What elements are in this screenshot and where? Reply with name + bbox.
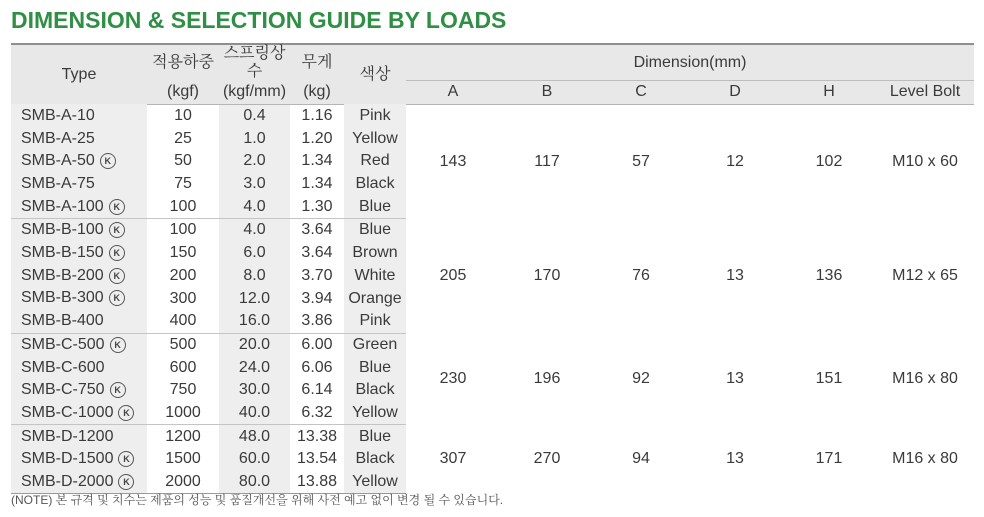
cell-type bbox=[11, 310, 147, 333]
ks-cert-icon: K bbox=[110, 337, 126, 353]
header-d: D bbox=[688, 80, 782, 104]
type-label: SMB-A-10 bbox=[21, 106, 95, 124]
cell-color: Pink bbox=[344, 310, 406, 333]
ks-cert-icon: K bbox=[109, 290, 125, 306]
cell-weight: 1.16 bbox=[301, 107, 333, 125]
cell-dim-a: 307 bbox=[439, 450, 467, 468]
cell-load: 2000 bbox=[147, 471, 219, 494]
cell-weight: 3.64 bbox=[301, 221, 333, 239]
cell-spring: 16.0 bbox=[219, 310, 290, 333]
cell-load: 600 bbox=[169, 358, 197, 376]
cell-load: 750 bbox=[169, 381, 197, 399]
type-label: SMB-D-1200 bbox=[21, 427, 114, 445]
cell-level-bolt: M16 x 80 bbox=[892, 369, 958, 387]
cell-load: 500 bbox=[169, 335, 197, 353]
cell-dim-b: 196 bbox=[533, 369, 561, 387]
ks-cert-icon: K bbox=[109, 245, 125, 261]
cell-weight: 1.30 bbox=[290, 195, 344, 218]
cell-weight: 1.34 bbox=[301, 175, 333, 193]
cell-type bbox=[11, 448, 147, 471]
type-label: SMB-B-150 bbox=[21, 244, 104, 262]
cell-weight: 6.32 bbox=[290, 402, 344, 425]
cell-dim-h: 171 bbox=[815, 450, 843, 468]
cell-type bbox=[11, 425, 147, 448]
cell-dim-c: 57 bbox=[632, 152, 650, 170]
cell-spring: 6.0 bbox=[219, 242, 290, 265]
cell-dim-c: 76 bbox=[632, 266, 650, 284]
cell-spring: 2.0 bbox=[219, 150, 290, 173]
cell-spring: 8.0 bbox=[219, 265, 290, 288]
cell-dim-a: 143 bbox=[439, 152, 467, 170]
table-row bbox=[11, 219, 974, 242]
cell-spring: 24.0 bbox=[219, 356, 290, 379]
cell-type bbox=[11, 219, 147, 242]
header-type: Type bbox=[11, 44, 147, 104]
cell-spring: 40.0 bbox=[219, 402, 290, 425]
cell-level-bolt: M12 x 65 bbox=[892, 266, 958, 284]
type-label: SMB-B-200 bbox=[21, 266, 104, 284]
ks-cert-icon: K bbox=[109, 268, 125, 284]
cell-color: Pink bbox=[344, 104, 406, 127]
cell-load: 200 bbox=[169, 266, 197, 284]
cell-color: Blue bbox=[344, 219, 406, 242]
table-row bbox=[11, 333, 974, 356]
cell-load: 10 bbox=[174, 107, 192, 125]
cell-weight: 3.86 bbox=[290, 310, 344, 333]
cell-spring: 48.0 bbox=[219, 425, 290, 448]
ks-cert-icon: K bbox=[109, 199, 125, 215]
cell-weight: 13.54 bbox=[296, 450, 338, 468]
type-label: SMB-A-25 bbox=[21, 129, 95, 147]
cell-load: 150 bbox=[169, 244, 197, 262]
header-h: H bbox=[782, 80, 876, 104]
cell-color: Black bbox=[344, 379, 406, 402]
cell-color: White bbox=[344, 265, 406, 288]
header-level-bolt: Level Bolt bbox=[876, 80, 974, 104]
cell-weight: 6.06 bbox=[301, 358, 333, 376]
cell-load: 100 bbox=[169, 221, 197, 239]
cell-spring: 0.4 bbox=[219, 104, 290, 127]
type-label: SMB-B-100 bbox=[21, 221, 104, 239]
table-row bbox=[11, 425, 974, 448]
cell-spring: 4.0 bbox=[219, 219, 290, 242]
cell-weight: 3.70 bbox=[301, 266, 333, 284]
cell-spring: 60.0 bbox=[219, 448, 290, 471]
cell-spring: 3.0 bbox=[219, 173, 290, 196]
cell-weight: 1.20 bbox=[301, 129, 333, 147]
cell-spring: 1.0 bbox=[219, 127, 290, 150]
type-label: SMB-C-1000 bbox=[21, 404, 114, 422]
cell-weight: 3.64 bbox=[301, 244, 333, 262]
cell-color: Yellow bbox=[344, 127, 406, 150]
cell-weight: 6.00 bbox=[301, 335, 333, 353]
cell-load: 100 bbox=[147, 195, 219, 218]
header-dimension: Dimension(mm) bbox=[406, 44, 974, 80]
cell-load: 1500 bbox=[165, 450, 201, 468]
cell-weight: 3.94 bbox=[301, 289, 333, 307]
cell-type bbox=[11, 402, 147, 425]
header-spring-unit: (kgf/mm) bbox=[219, 80, 290, 104]
ks-cert-icon: K bbox=[118, 451, 134, 467]
cell-type bbox=[11, 333, 147, 356]
type-label: SMB-A-50 bbox=[21, 152, 95, 170]
cell-dim-c: 92 bbox=[632, 369, 650, 387]
cell-load: 75 bbox=[174, 175, 192, 193]
cell-dim-b: 170 bbox=[533, 266, 561, 284]
cell-spring: 80.0 bbox=[219, 471, 290, 494]
selection-table bbox=[11, 43, 974, 494]
cell-color: Black bbox=[344, 173, 406, 196]
cell-spring: 20.0 bbox=[219, 333, 290, 356]
type-label: SMB-D-2000 bbox=[21, 473, 114, 491]
footnote: (NOTE) 본 규격 및 치수는 제품의 성능 및 품질개선을 위해 사전 예고 없이 변경 될 수 있습니다. bbox=[11, 493, 504, 507]
cell-weight: 13.38 bbox=[296, 427, 338, 445]
cell-weight: 6.14 bbox=[301, 381, 333, 399]
type-label: SMB-C-750 bbox=[21, 381, 105, 399]
cell-type bbox=[11, 379, 147, 402]
cell-type bbox=[11, 287, 147, 310]
ks-cert-icon: K bbox=[100, 153, 116, 169]
cell-color: Red bbox=[344, 150, 406, 173]
cell-dim-a: 205 bbox=[439, 266, 467, 284]
ks-cert-icon: K bbox=[110, 382, 126, 398]
cell-spring: 4.0 bbox=[219, 195, 290, 218]
cell-level-bolt: M10 x 60 bbox=[892, 152, 958, 170]
cell-weight: 1.34 bbox=[301, 152, 333, 170]
ks-cert-icon: K bbox=[118, 474, 134, 490]
header-spring: 스프링상수 bbox=[219, 44, 290, 80]
cell-load: 400 bbox=[147, 310, 219, 333]
header-c: C bbox=[594, 80, 688, 104]
cell-color: Brown bbox=[344, 242, 406, 265]
type-label: SMB-C-500 bbox=[21, 336, 105, 354]
cell-load: 300 bbox=[169, 289, 197, 307]
cell-spring: 30.0 bbox=[219, 379, 290, 402]
header-b: B bbox=[500, 80, 594, 104]
cell-type bbox=[11, 173, 147, 196]
type-label: SMB-A-75 bbox=[21, 175, 95, 193]
cell-color: Blue bbox=[344, 425, 406, 448]
type-label: SMB-D-1500 bbox=[21, 450, 114, 468]
cell-spring: 12.0 bbox=[219, 287, 290, 310]
cell-dim-d: 13 bbox=[726, 369, 744, 387]
cell-type bbox=[11, 265, 147, 288]
cell-color: Yellow bbox=[344, 471, 406, 494]
cell-dim-b: 117 bbox=[534, 152, 560, 170]
cell-load: 50 bbox=[174, 152, 192, 170]
header-load-unit: (kgf) bbox=[147, 80, 219, 104]
cell-dim-d: 13 bbox=[726, 266, 744, 284]
page-title: DIMENSION & SELECTION GUIDE BY LOADS bbox=[11, 7, 507, 33]
cell-dim-d: 13 bbox=[726, 450, 744, 468]
cell-color: Yellow bbox=[344, 402, 406, 425]
cell-type bbox=[11, 195, 147, 218]
header-color: 색상 bbox=[344, 44, 406, 104]
cell-weight: 13.88 bbox=[290, 471, 344, 494]
cell-dim-h: 136 bbox=[815, 266, 843, 284]
cell-color: Green bbox=[344, 333, 406, 356]
cell-type bbox=[11, 127, 147, 150]
cell-color: Blue bbox=[344, 356, 406, 379]
cell-load: 1000 bbox=[147, 402, 219, 425]
ks-cert-icon: K bbox=[109, 222, 125, 238]
cell-dim-d: 12 bbox=[726, 152, 744, 170]
cell-load: 25 bbox=[174, 129, 192, 147]
header-weight: 무게 bbox=[290, 44, 344, 80]
type-label: SMB-B-300 bbox=[21, 289, 104, 307]
header-weight-unit: (kg) bbox=[290, 80, 344, 104]
table-body bbox=[11, 104, 974, 494]
header-a: A bbox=[406, 80, 500, 104]
cell-color: Blue bbox=[344, 195, 406, 218]
cell-dim-c: 94 bbox=[632, 450, 650, 468]
table-row bbox=[11, 104, 974, 127]
cell-dim-h: 102 bbox=[815, 152, 843, 170]
cell-type bbox=[11, 356, 147, 379]
type-label: SMB-B-400 bbox=[21, 312, 104, 330]
cell-type bbox=[11, 104, 147, 127]
cell-dim-a: 230 bbox=[439, 369, 467, 387]
header-load: 적용하중 bbox=[147, 44, 219, 80]
cell-type bbox=[11, 242, 147, 265]
cell-dim-h: 151 bbox=[815, 369, 843, 387]
cell-color: Orange bbox=[344, 287, 406, 310]
ks-cert-icon: K bbox=[118, 405, 134, 421]
cell-dim-b: 270 bbox=[533, 450, 561, 468]
cell-level-bolt: M16 x 80 bbox=[892, 450, 958, 468]
cell-type bbox=[11, 150, 147, 173]
cell-load: 1200 bbox=[165, 427, 201, 445]
cell-color: Black bbox=[344, 448, 406, 471]
type-label: SMB-C-600 bbox=[21, 358, 105, 376]
type-label: SMB-A-100 bbox=[21, 197, 104, 215]
